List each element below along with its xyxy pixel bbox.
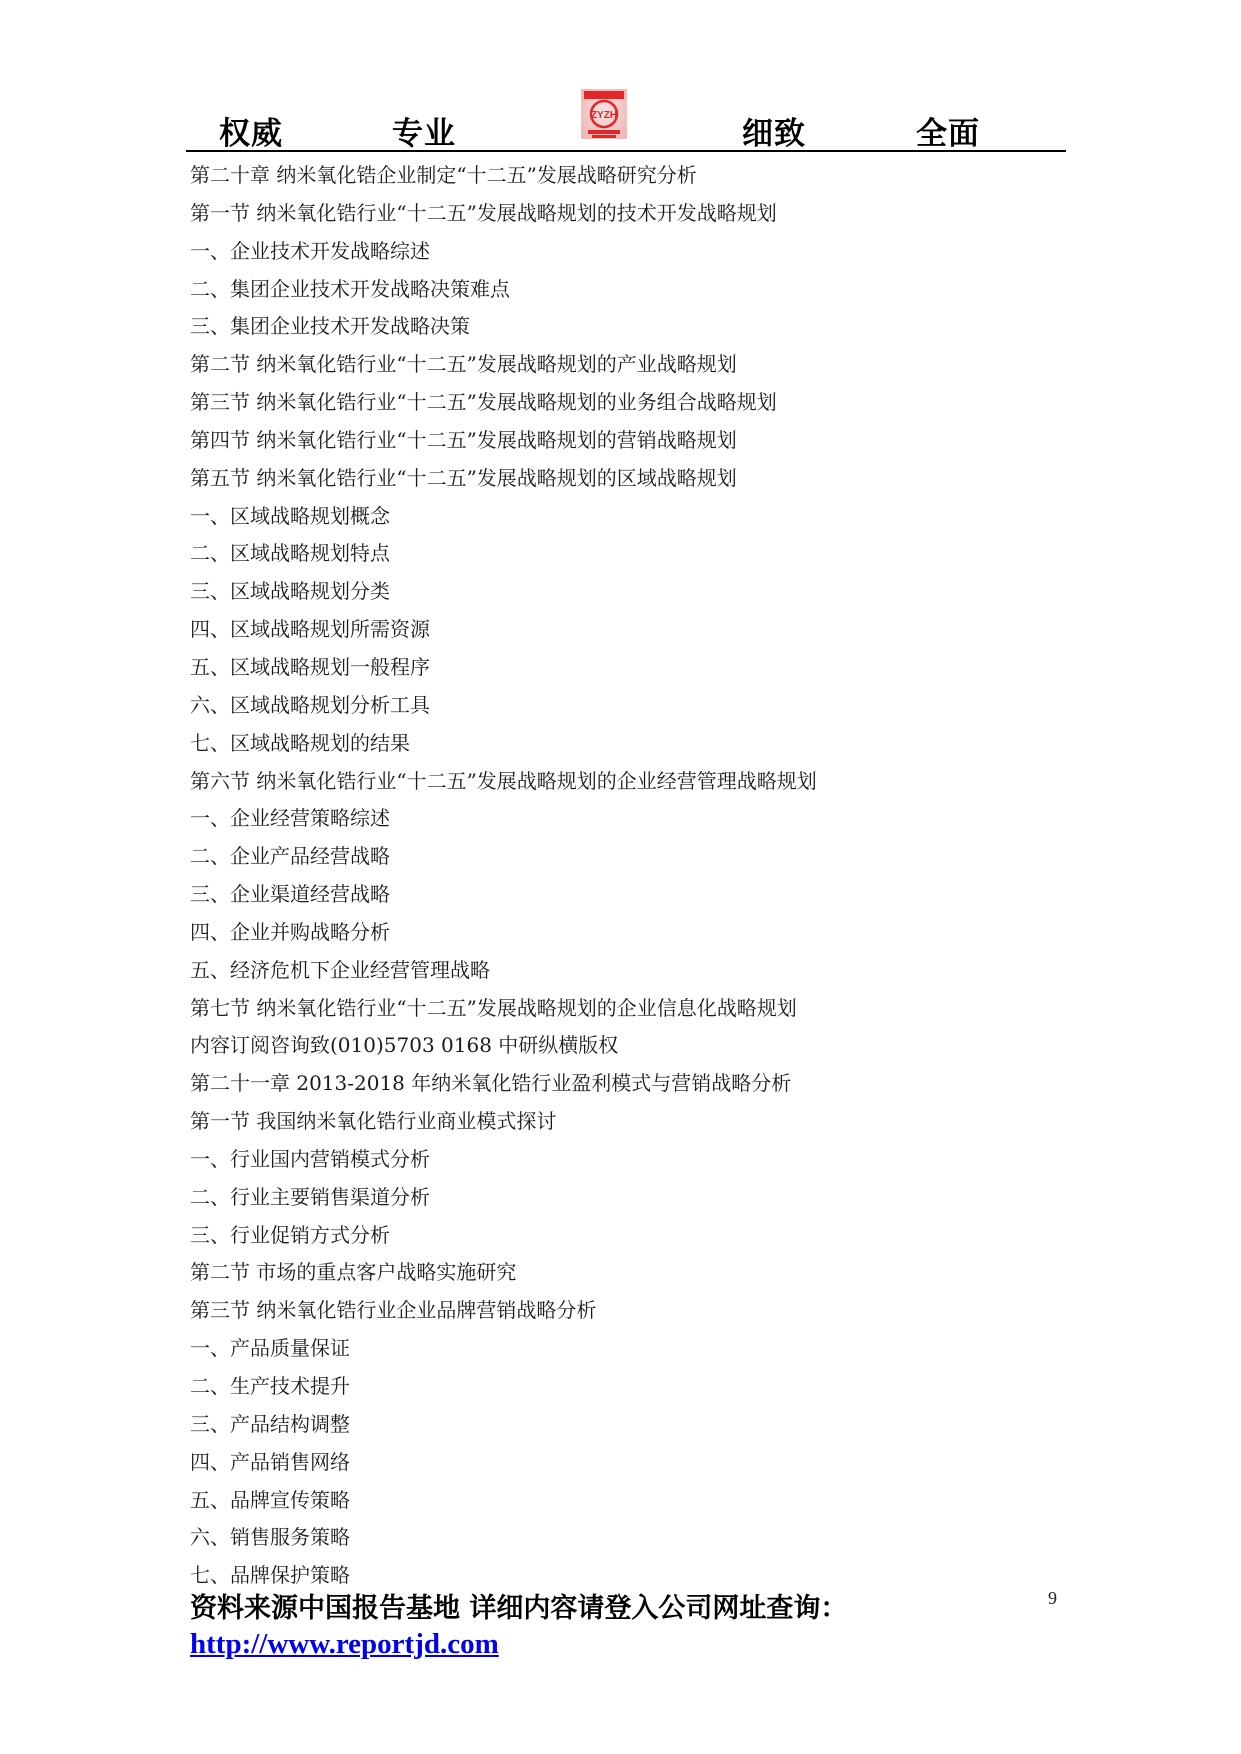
toc-line: 二、区域战略规划特点 bbox=[190, 541, 390, 566]
header-word-professional: 专业 bbox=[392, 116, 456, 152]
toc-line: 第六节 纳米氧化锆行业“十二五”发展战略规划的企业经营管理战略规划 bbox=[190, 768, 817, 793]
page-number: 9 bbox=[1048, 1588, 1057, 1608]
svg-text:ZYZH: ZYZH bbox=[590, 110, 618, 121]
toc-line: 三、区域战略规划分类 bbox=[190, 579, 390, 604]
toc-line: 三、产品结构调整 bbox=[190, 1411, 350, 1436]
toc-line: 五、经济危机下企业经营管理战略 bbox=[190, 957, 490, 982]
toc-line: 第三节 纳米氧化锆行业企业品牌营销战略分析 bbox=[190, 1298, 597, 1323]
table-of-contents bbox=[190, 157, 1070, 1595]
toc-line: 第一节 我国纳米氧化锆行业商业模式探讨 bbox=[190, 1109, 557, 1134]
toc-line: 四、企业并购战略分析 bbox=[190, 919, 390, 944]
header-word-comprehensive: 全面 bbox=[916, 116, 980, 152]
toc-line: 七、区域战略规划的结果 bbox=[190, 730, 410, 755]
toc-line: 一、企业经营策略综述 bbox=[190, 806, 390, 831]
toc-line: 第五节 纳米氧化锆行业“十二五”发展战略规划的区域战略规划 bbox=[190, 465, 737, 490]
toc-line: 二、行业主要销售渠道分析 bbox=[190, 1184, 430, 1209]
toc-line: 四、区域战略规划所需资源 bbox=[190, 617, 430, 642]
page-header bbox=[186, 80, 1066, 152]
toc-line: 一、企业技术开发战略综述 bbox=[190, 238, 430, 263]
toc-line: 六、销售服务策略 bbox=[190, 1525, 350, 1550]
toc-line: 一、区域战略规划概念 bbox=[190, 503, 390, 528]
toc-line: 七、品牌保护策略 bbox=[190, 1563, 350, 1588]
header-word-authority: 权威 bbox=[219, 116, 283, 152]
toc-line: 第一节 纳米氧化锆行业“十二五”发展战略规划的技术开发战略规划 bbox=[190, 200, 777, 225]
toc-line: 第三节 纳米氧化锆行业“十二五”发展战略规划的业务组合战略规划 bbox=[190, 390, 777, 415]
toc-line: 二、企业产品经营战略 bbox=[190, 844, 390, 869]
toc-line: 第二节 市场的重点客户战略实施研究 bbox=[190, 1260, 517, 1285]
toc-line: 第二十章 纳米氧化锆企业制定“十二五”发展战略研究分析 bbox=[190, 163, 697, 187]
toc-line: 六、区域战略规划分析工具 bbox=[190, 692, 430, 717]
toc-line: 第二节 纳米氧化锆行业“十二五”发展战略规划的产业战略规划 bbox=[190, 352, 737, 377]
toc-line: 二、集团企业技术开发战略决策难点 bbox=[190, 276, 510, 301]
footer-source-text: 资料来源中国报告基地 详细内容请登入公司网址查询： bbox=[190, 1593, 848, 1624]
header-word-meticulous: 细致 bbox=[742, 116, 806, 152]
toc-line: 第二十一章 2013-2018 年纳米氧化锆行业盈利模式与营销战略分析 bbox=[190, 1071, 792, 1096]
toc-line: 一、产品质量保证 bbox=[190, 1336, 350, 1361]
zyzh-logo-icon bbox=[580, 88, 628, 140]
toc-line: 五、品牌宣传策略 bbox=[190, 1487, 350, 1512]
toc-line: 三、企业渠道经营战略 bbox=[190, 882, 390, 907]
toc-line: 第四节 纳米氧化锆行业“十二五”发展战略规划的营销战略规划 bbox=[190, 427, 737, 452]
toc-line: 三、集团企业技术开发战略决策 bbox=[190, 314, 470, 339]
footer-website-link[interactable]: http://www.reportjd.com bbox=[190, 1628, 499, 1660]
toc-line: 第七节 纳米氧化锆行业“十二五”发展战略规划的企业信息化战略规划 bbox=[190, 995, 797, 1020]
toc-line: 一、行业国内营销模式分析 bbox=[190, 1146, 430, 1171]
toc-line: 五、区域战略规划一般程序 bbox=[190, 654, 430, 679]
toc-line: 二、生产技术提升 bbox=[190, 1374, 350, 1398]
toc-line: 四、产品销售网络 bbox=[190, 1449, 350, 1474]
subscription-notice: 内容订阅咨询致(010)5703 0168 中研纵横版权 bbox=[190, 1033, 619, 1058]
toc-line: 三、行业促销方式分析 bbox=[190, 1222, 390, 1247]
